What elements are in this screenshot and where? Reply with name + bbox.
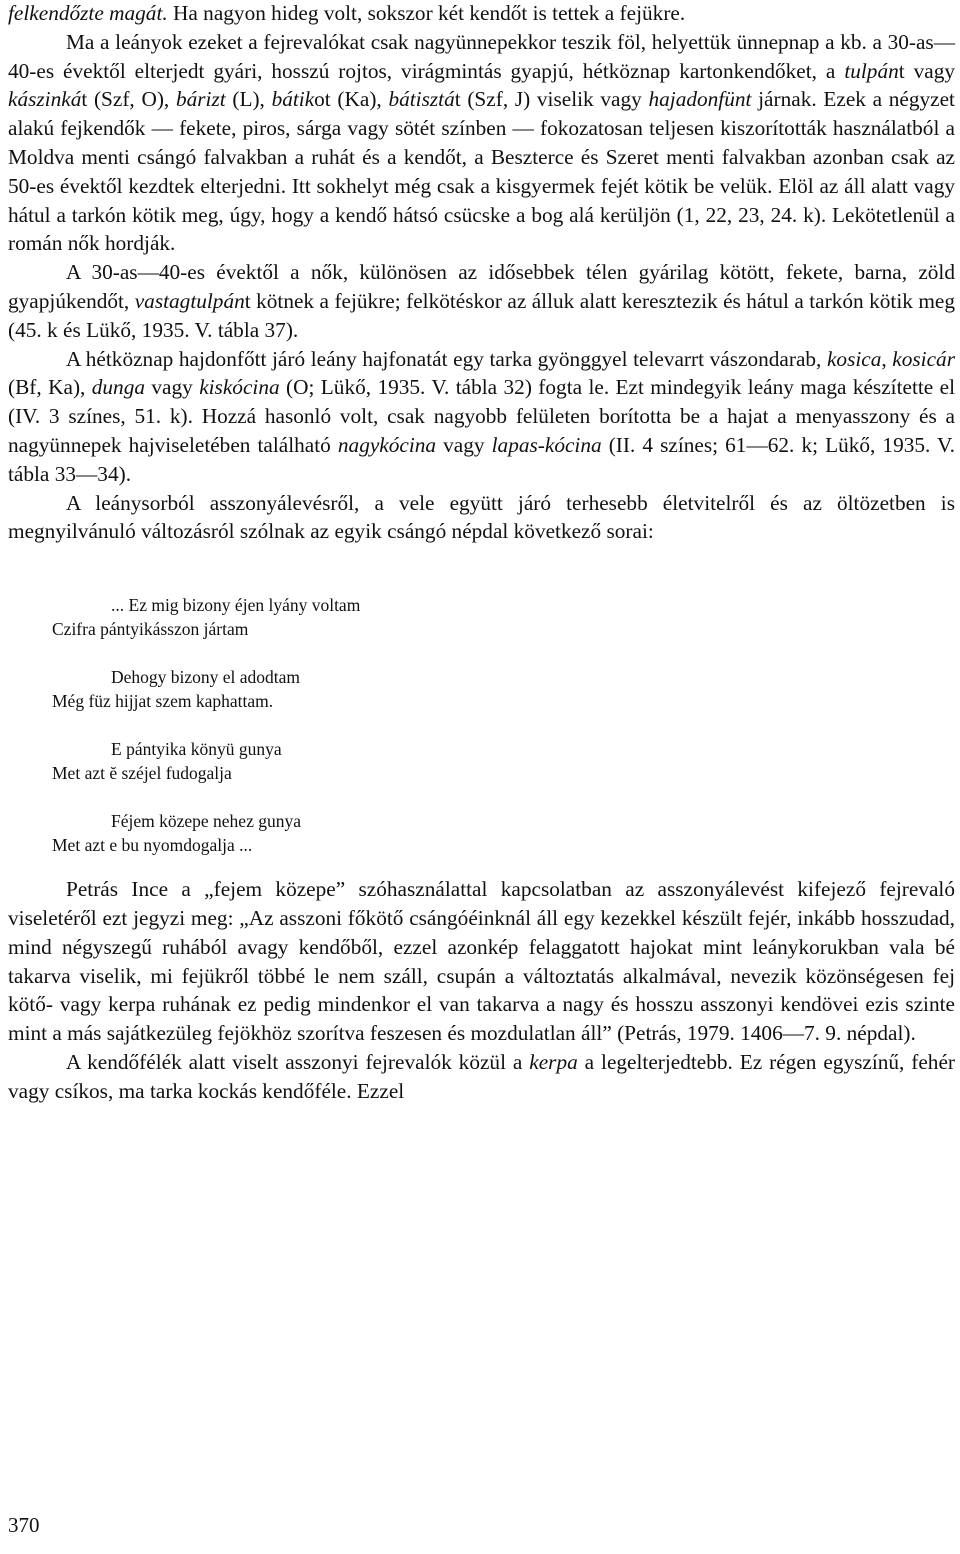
text-run: ot (Ka), [314, 87, 389, 112]
text-run: A hétköznap hajdonfőtt járó leány hajfonatát egy tarka gyönggyel televarrt vászondarab, [66, 346, 827, 371]
italic-term: tulpán [844, 58, 899, 83]
text-run: , [881, 346, 893, 371]
text-run: t vagy [898, 58, 955, 83]
paragraph-6 [8, 875, 955, 1048]
poem-stanza [52, 665, 955, 713]
poem-line: ... Ez mig bizony éjen lyány voltam [111, 595, 361, 616]
page-number: 370 [8, 1513, 40, 1537]
text-run: Petrás Ince a „fejem közepe” szóhasználattal kapcsolatban az asszonyálevést kifejező fejrevaló viseletéről ezt jegyzi meg: „Az asszoni főkötő csángóéinknál áll egy kezekkel készült fejér, inkább hosszudad, mind négyszegű ruhából avagy kendőből, ezzel azonkép felaggatott hajokat mint leánykorukban vala bé takarva viselik, mi fejükről többé le nem száll, csupán a változtatás alkalmával, nevezik közönségesen fej kötő- vagy kerpa ruhának ez pedig mindenkor el van takarva a nagy és hosszu asszonyi kendövei ezis szinte mint a más sajátkezüleg fejökhöz szorítva feszesen és mozdulatlan áll” (Petrás, 1979. 1406—7. 9. népdal). [8, 877, 955, 1046]
text-run: t kötnek a fejükre; felkötéskor az álluk alatt keresztezik és hátul a tarkón kötik meg (45. k és Lükő, 1935. V. tábla 37). [8, 288, 956, 342]
paragraph-3 [8, 258, 955, 344]
text-run: A leánysorból asszonyálevésről, a vele együtt járó terhesebb életvitelről és az öltözetben is megnyilvánuló változásról szólnak az egyik csángó népdal következő sorai: [8, 490, 955, 544]
text-run: Ha nagyon hideg volt, sokszor két kendőt is tettek a fejükre. [167, 1, 686, 25]
text-run: Ma a leányok ezeket a fejrevalókat csak nagyünnepekkor teszik föl, helyettük ünnepnap a kb. a 30-as—40-es évektől elterjedt gyári, hosszú rojtos, virágmintás gyapjú, hétköznap kartonkendőket, a [8, 29, 955, 83]
text-run: (II. 4 színes; 61—62. k; Lükő, 1935. V. tábla 33—34). [8, 432, 955, 486]
poem-stanza [52, 593, 955, 641]
poem-line: E pántyika könyü gunya [111, 739, 282, 760]
italic-term: dunga [91, 375, 145, 400]
poem-line: Met azt e bu nyomdogalja ... [52, 835, 253, 856]
text-run: A 30-as—40-es évektől a nők, különösen az idősebbek télen gyárilag kötött, fekete, barna, zöld gyapjúkendőt, [8, 260, 955, 313]
text-run: a legelterjedtebb. Ez régen egyszínű, fehér vagy csíkos, ma tarka kockás kendőféle. Ezzel [8, 1049, 956, 1103]
text-run: A kendőfélék alatt viselt asszonyi fejrevalók közül a [66, 1049, 530, 1074]
italic-term: kosicár [892, 346, 955, 371]
paragraph-4 [8, 345, 955, 489]
poem-line: Még füz hijjat szem kaphattam. [52, 691, 274, 712]
poem-stanza [52, 809, 955, 857]
text-run: t (Szf, O), [81, 87, 176, 112]
text-run: (Bf, Ka), [8, 375, 92, 400]
italic-term: nagykócina [337, 432, 437, 457]
paragraph-1 [8, 0, 955, 28]
text-run: vagy [436, 432, 492, 457]
poem-line: Féjem közepe nehez gunya [111, 811, 301, 832]
italic-term: vastagtulpán [134, 288, 245, 313]
text-run: t (Szf, J) viselik vagy [454, 87, 649, 112]
italic-term: bárizt [175, 87, 226, 112]
italic-term: felkendőzte magát. [8, 1, 168, 25]
text-run: járnak. Ezek a négyzet alakú fejkendők — fekete, piros, sárga vagy sötét színben — fokozatosan teljesen kiszorították használatból a Moldva menti csángó falvakban a ruhát és a kendőt, a Beszterce és Szeret menti falvakban azonban csak az 50-es évektől kezdtek elterjedni. Itt sokhelyt még csak a kisgyermek fejét kötik be velük. Elöl az áll alatt vagy hátul a tarkón kötik meg, úgy, hogy a kendő hátsó csücske a bog alá kerüljön (1, 22, 23, 24. k). Lekötetlenül a román nők hordják. [8, 87, 955, 256]
text-run: (O; Lükő, 1935. V. tábla 32) fogta le. Ezt mindegyik leány maga készítette el (IV. 3 színes, 51. k). Hozzá hasonló volt, csak nagyobb felületen borította be a hajat a menyasszony és a nagyünnepek hajviseletében található [8, 375, 955, 457]
poem-line: Czifra pántyikásszon jártam [52, 619, 249, 640]
italic-term: bátik [271, 87, 315, 112]
text-run: (L), [225, 87, 272, 112]
italic-term: hajadonfünt [648, 87, 752, 112]
paragraph-7 [8, 1048, 955, 1106]
folk-song-quote [52, 593, 955, 857]
italic-term: bátisztá [388, 87, 455, 112]
paragraph-2 [8, 28, 955, 258]
italic-term: kosica [826, 346, 882, 371]
italic-term: kászinká [8, 87, 82, 112]
text-run: vagy [145, 375, 200, 400]
document-page [8, 0, 955, 1106]
poem-stanza [52, 737, 955, 785]
italic-term: kiskócina [199, 375, 280, 400]
poem-line: Dehogy bizony el adodtam [111, 667, 301, 688]
italic-term: lapas-kócina [491, 432, 602, 457]
poem-line: Met azt ĕ széjel fudogalja [52, 763, 232, 784]
paragraph-5 [8, 489, 955, 547]
italic-term: kerpa [529, 1049, 578, 1074]
